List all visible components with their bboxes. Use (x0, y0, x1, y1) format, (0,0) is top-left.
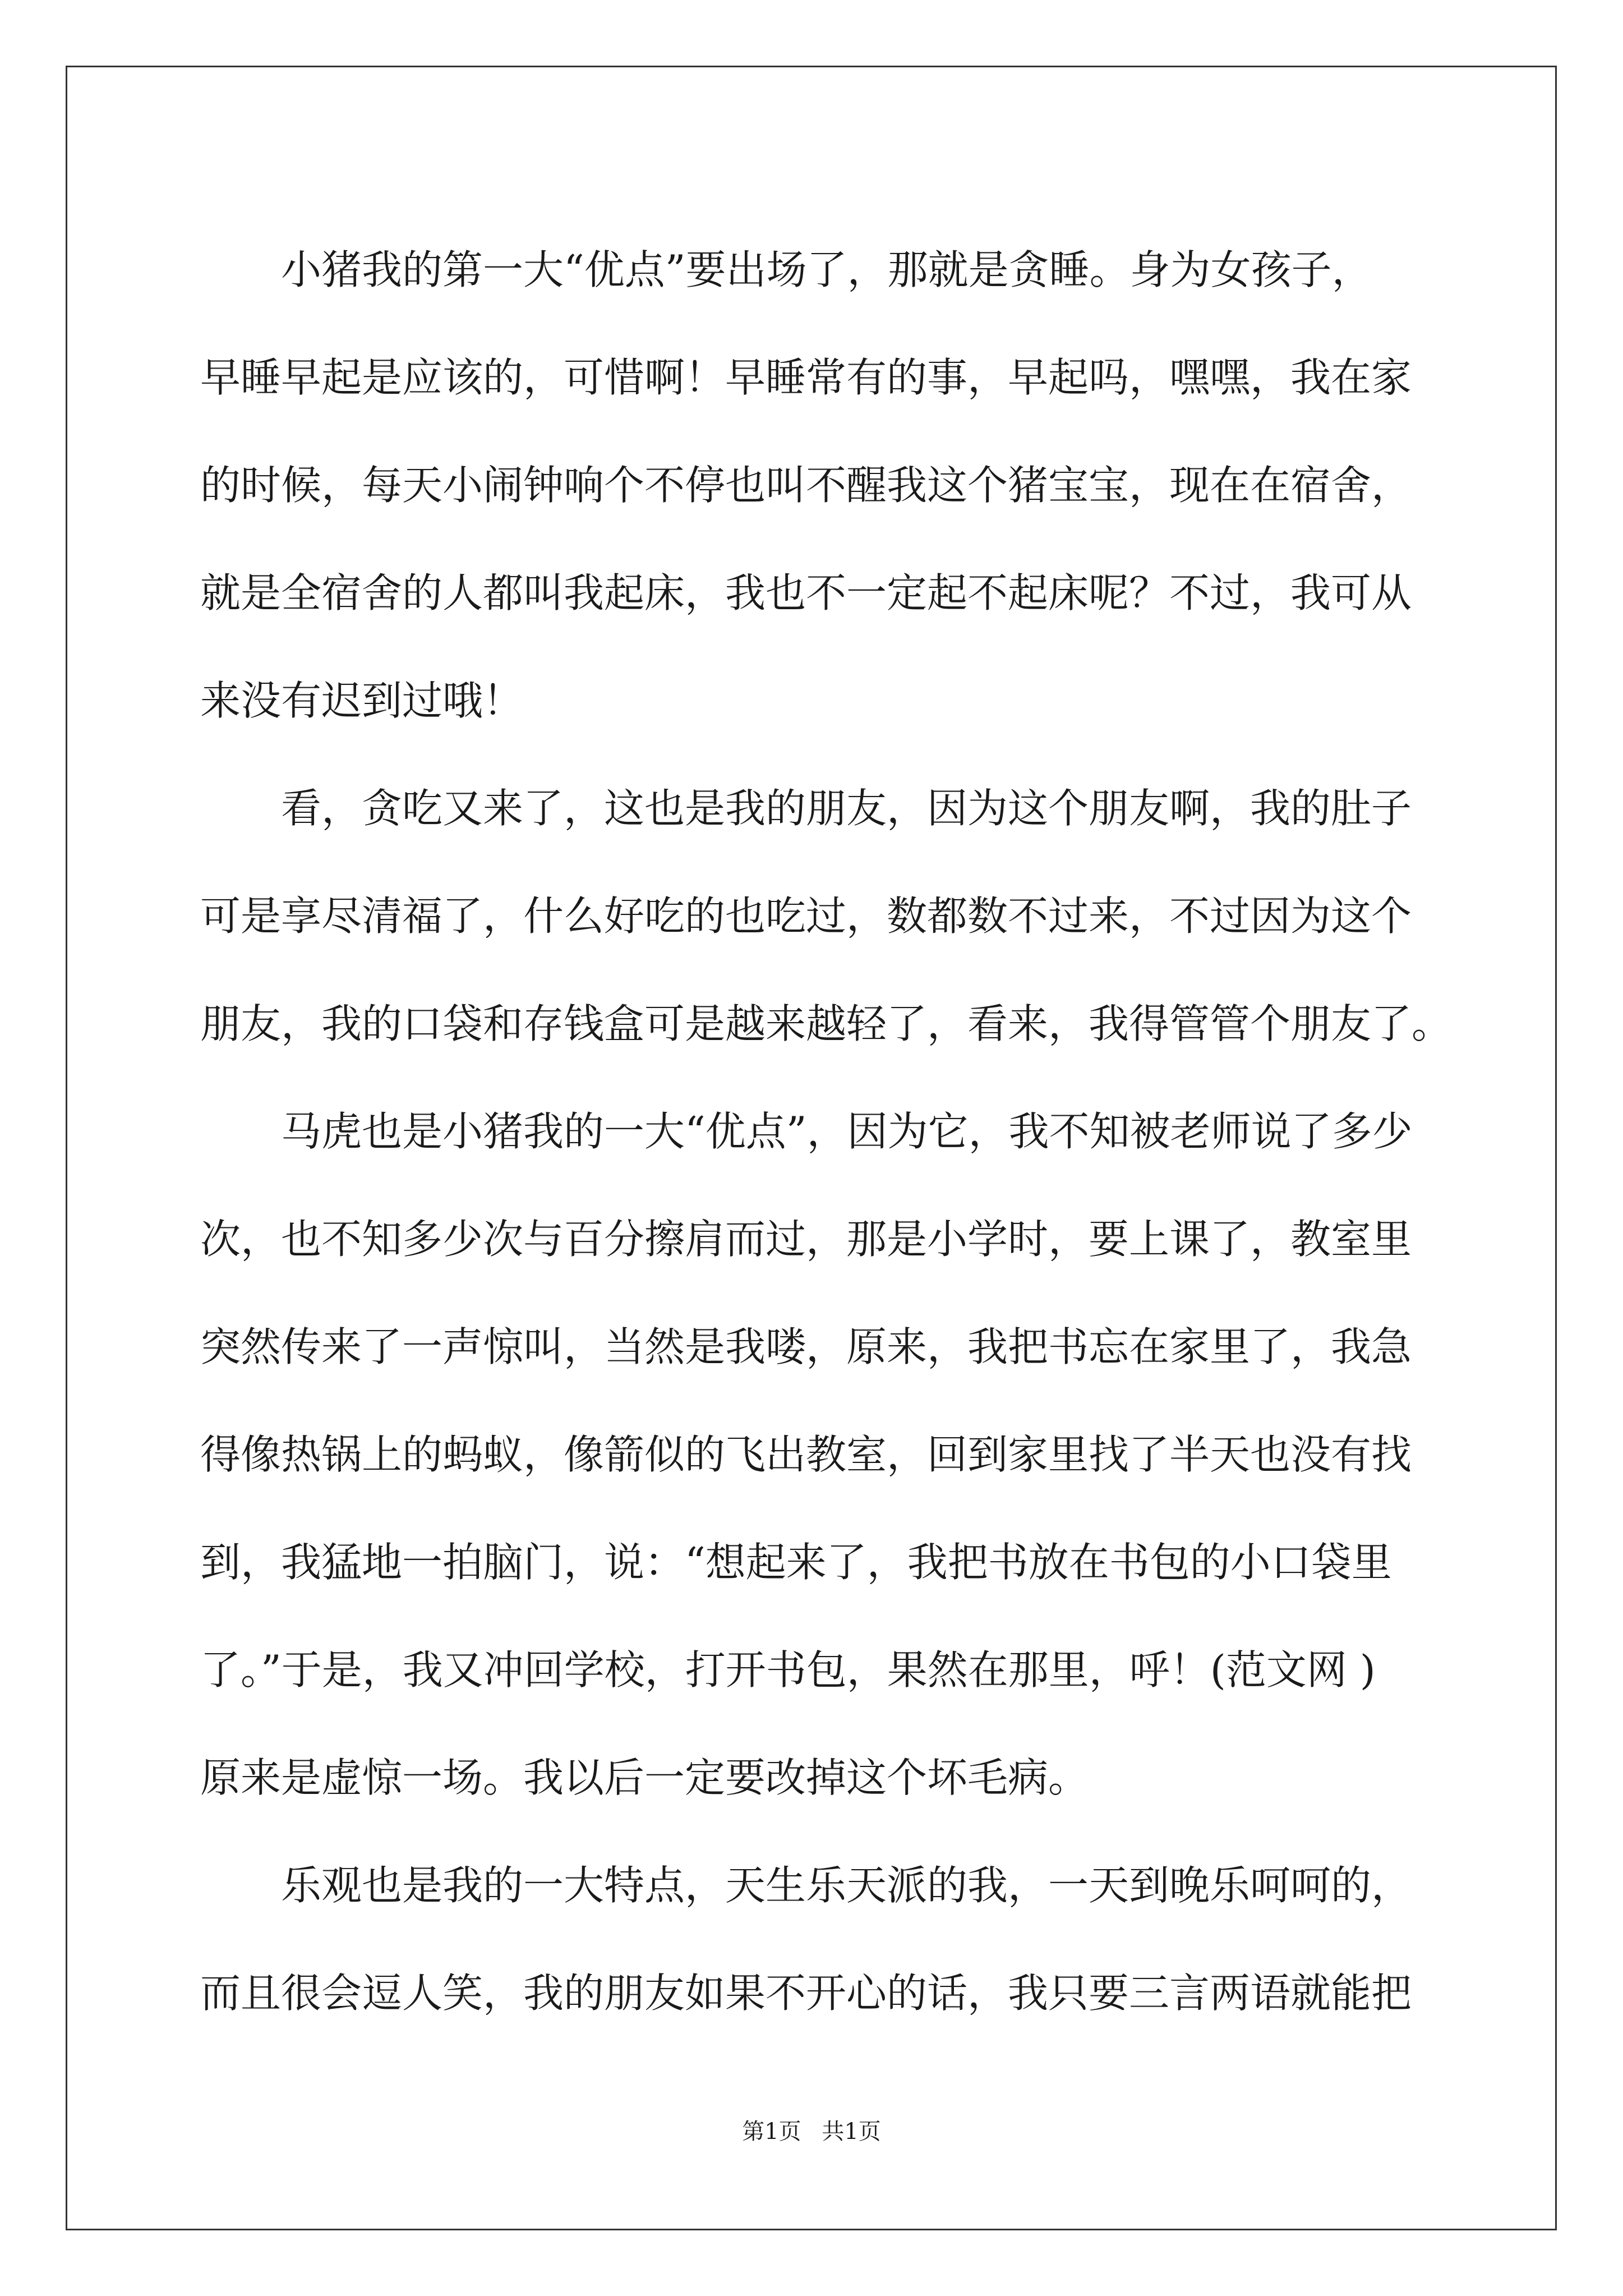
text-line: 原来是虚惊一场。我以后一定要改掉这个坏毛病。 (200, 1754, 1089, 1801)
text-line: 次，也不知多少次与百分擦肩而过，那是小学时，要上课了，教室里 (200, 1216, 1412, 1263)
text-line: 小猪我的第一大“优点”要出场了，那就是贪睡。身为女孩子， (281, 246, 1372, 293)
text-line: 得像热锅上的蚂蚁，像箭似的飞出教室，回到家里找了半天也没有找 (200, 1431, 1412, 1478)
text-line: 早睡早起是应该的，可惜啊！早睡常有的事，早起吗，嘿嘿，我在家 (200, 354, 1412, 401)
text-line: 了。”于是，我又冲回学校，打开书包，果然在那里，呼！(范文网 ) (200, 1646, 1376, 1694)
text-line: 的时候，每天小闹钟响个不停也叫不醒我这个猪宝宝，现在在宿舍， (200, 462, 1412, 509)
page-total: 共1页 (822, 2119, 881, 2145)
page-footer (0, 2114, 1623, 2146)
paragraph-4 (200, 1832, 1434, 2047)
page-number: 第1页 (742, 2119, 801, 2145)
document-body (200, 216, 1453, 2047)
text-line: 看，贪吃又来了，这也是我的朋友，因为这个朋友啊，我的肚子 (281, 785, 1412, 832)
text-line: 来没有迟到过哦！ (200, 677, 524, 724)
text-line: 乐观也是我的一大特点，天生乐天派的我，一天到晚乐呵呵的， (281, 1862, 1412, 1909)
text-line: 到，我猛地一拍脑门，说：“想起来了，我把书放在书包的小口袋里 (200, 1539, 1392, 1586)
paragraph-1 (200, 216, 1434, 754)
text-line: 马虎也是小猪我的一大“优点”，因为它，我不知被老师说了多少 (281, 1108, 1413, 1155)
text-line: 突然传来了一声惊叫，当然是我喽，原来，我把书忘在家里了，我急 (200, 1323, 1412, 1370)
text-line: 而且很会逗人笑，我的朋友如果不开心的话，我只要三言两语就能把 (200, 1970, 1412, 2017)
paragraph-3 (200, 1078, 1434, 1832)
text-line: 可是享尽清福了，什么好吃的也吃过，数都数不过来，不过因为这个 (200, 892, 1412, 940)
text-line: 就是全宿舍的人都叫我起床，我也不一定起不起床呢？不过，我可从 (200, 569, 1412, 616)
paragraph-2 (200, 754, 1453, 1078)
text-line: 朋友，我的口袋和存钱盒可是越来越轻了，看来，我得管管个朋友了。 (200, 1000, 1453, 1047)
